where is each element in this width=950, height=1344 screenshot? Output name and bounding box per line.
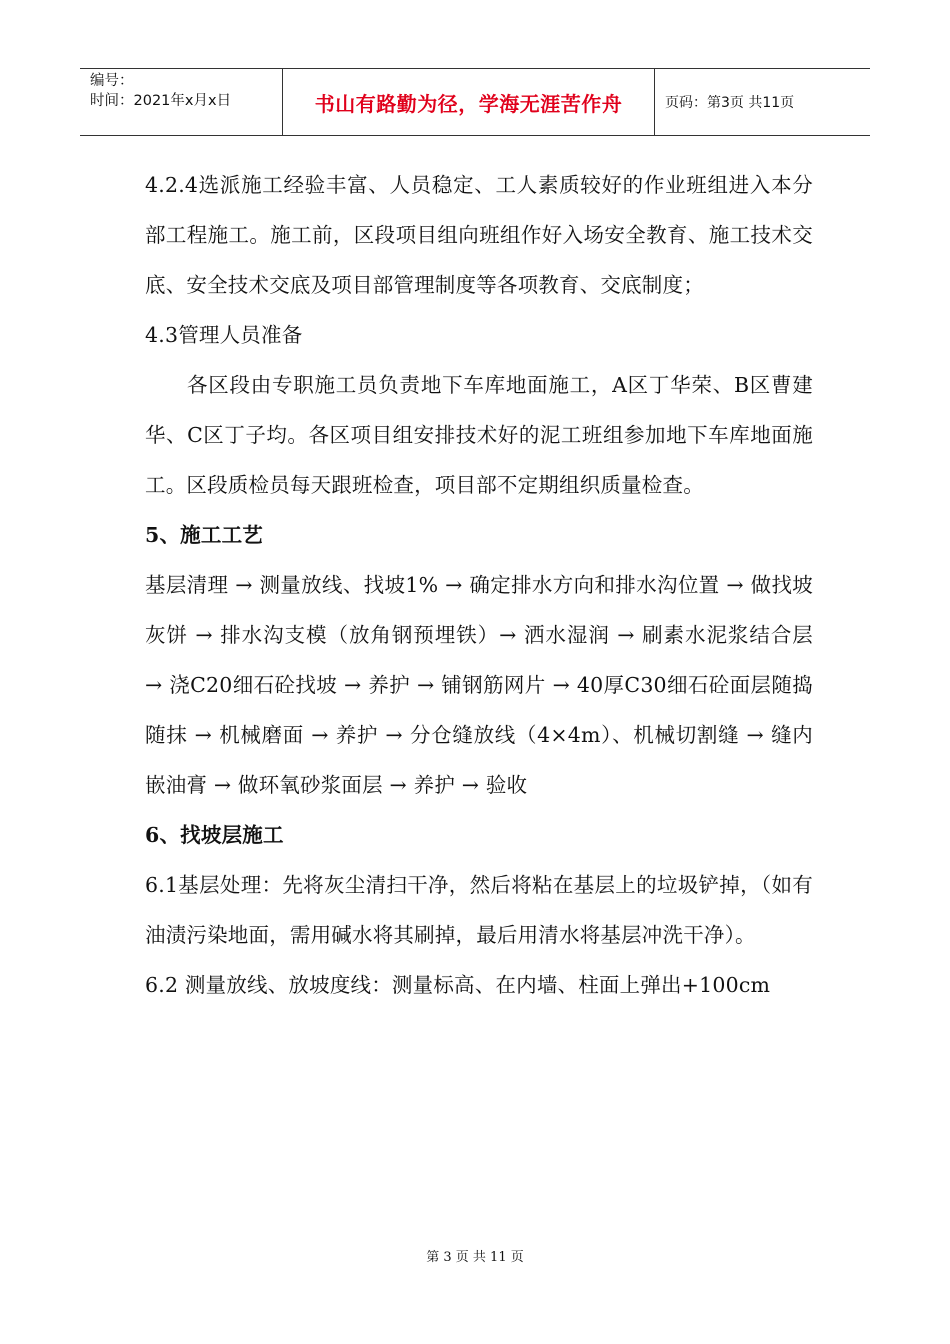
document-body [145, 160, 813, 1010]
header-motto-cell [282, 69, 655, 135]
paragraph-process-flow: 基层清理 → 测量放线、找坡1% → 确定排水方向和排水沟位置 → 做找坡灰饼 → 排水沟支模（放角钢预埋铁）→ 洒水湿润 → 刷素水泥浆结合层 → 浇C20细石砼找坡 → 养护 → 铺钢筋网片 → 40厚C30细石砼面层随捣随抹 → 机械磨面 → 养护 → 分仓缝放线（4×4m）、机械切割缝 → 缝内嵌油膏 → 做环氧砂浆面层 → 养护 → 验收 [145, 573, 813, 797]
header-meta [80, 69, 282, 135]
document-date: 时间：2021年x月x日 [90, 93, 232, 109]
paragraph-4-2-4: 4.2.4选派施工经验丰富、人员稳定、工人素质较好的作业班组进入本分部工程施工。施工前，区段项目组向班组作好入场安全教育、施工技术交底、安全技术交底及项目部管理制度等各项教育、交底制度； [145, 173, 813, 297]
heading-section-6: 6、找坡层施工 [145, 823, 284, 847]
header-motto: 书山有路勤为径，学海无涯苦作舟 [314, 91, 623, 116]
paragraph-staff: 各区段由专职施工员负责地下车库地面施工，A区丁华荣、B区曹建华、C区丁子均。各区项目组安排技术好的泥工班组参加地下车库地面施工。区段质检员每天跟班检查，项目部不定期组织质量检查。 [145, 373, 813, 497]
heading-4-3: 4.3管理人员准备 [145, 323, 303, 347]
page-footer: 第 3 页 共 11 页 [426, 1250, 524, 1265]
paragraph-6-1: 6.1基层处理：先将灰尘清扫干净，然后将粘在基层上的垃圾铲掉，（如有油渍污染地面，需用碱水将其刷掉，最后用清水将基层冲洗干净）。 [145, 873, 813, 947]
heading-section-5: 5、施工工艺 [145, 523, 263, 547]
header-page-number: 页码：第3页 共11页 [665, 95, 795, 111]
header-page-cell [655, 69, 870, 135]
document-number-label: 编号： [90, 73, 134, 89]
page-header [80, 68, 870, 136]
paragraph-6-2: 6.2 测量放线、放坡度线：测量标高、在内墙、柱面上弹出+100cm [145, 973, 771, 997]
